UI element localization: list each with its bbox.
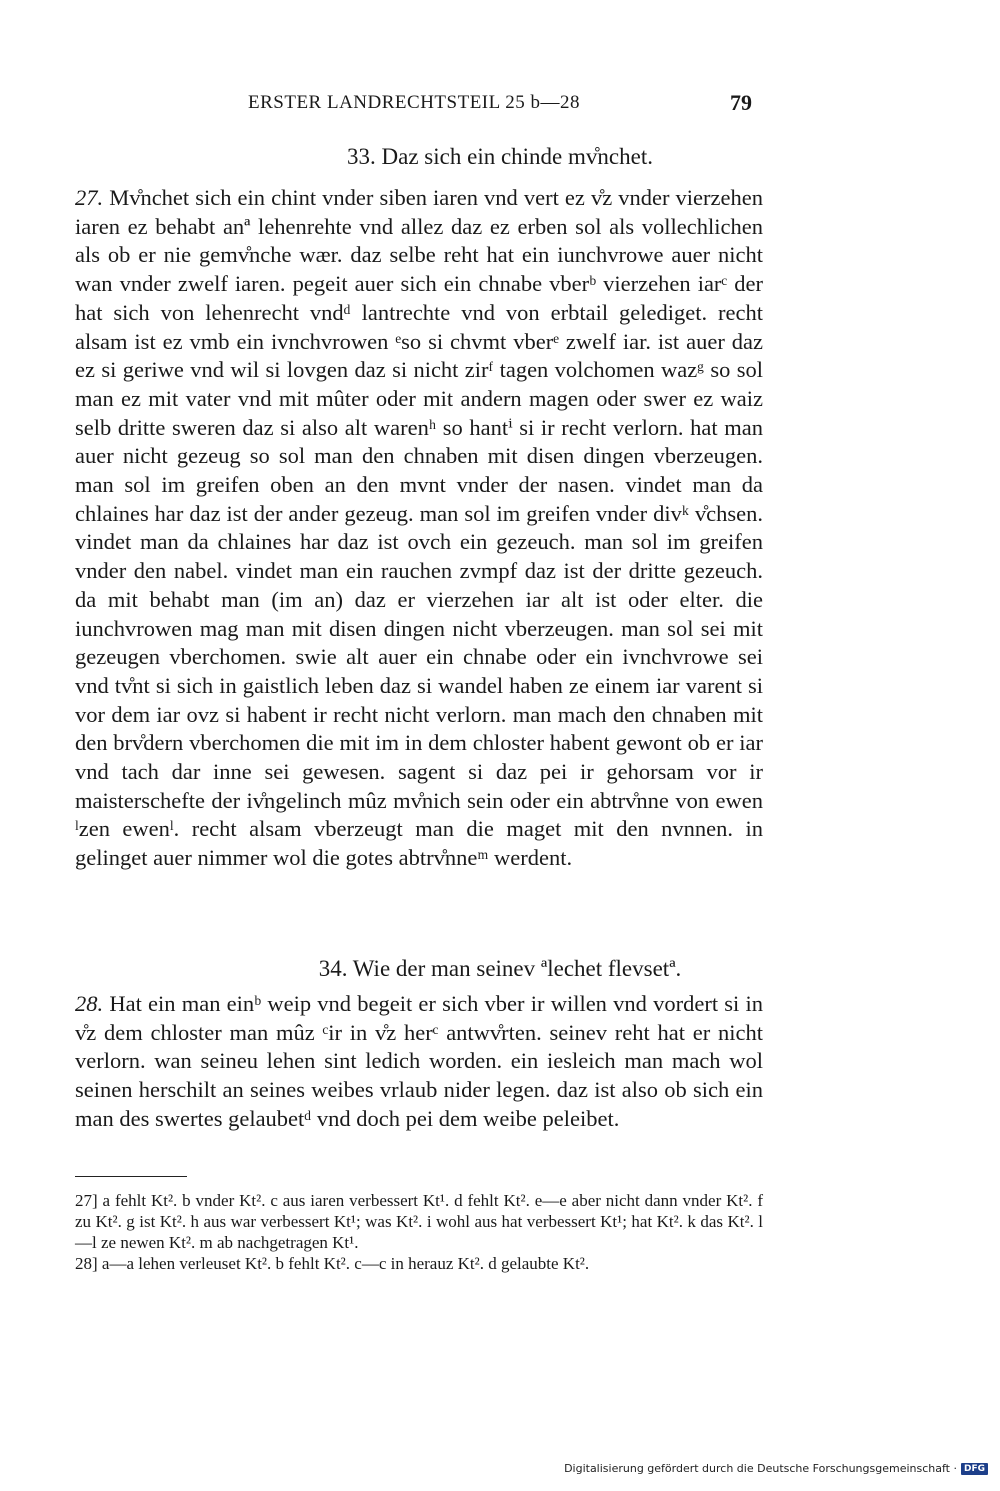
paragraph-number: 28.	[75, 991, 104, 1016]
footnote-28: 28] a—a lehen verleuset Kt². b fehlt Kt². c—c in herauz Kt². d gelaubte Kt².	[75, 1254, 590, 1273]
paragraph-body: Mv̊nchet sich ein chint vnder siben iaren vnd vert ez v̊z vnder vierzehen iaren ez behabt anª lehenrehte vnd allez daz ez erben sol als vollechlichen als ob er nie gemv̊nche wær. daz selbe reht hat ein iunchvrowe auer nicht wan vnder zwelf iaren. pegeit auer sich ein chnabe vberᵇ vierzehen iarᶜ der hat sich von lehenrecht vndᵈ lantrechte vnd von erbtail gelediget. recht alsam ist ez vmb ein ivnchvrowen ᵉso si chvmt vberᵉ zwelf iar. ist auer daz ez si geriwe vnd wil si lovgen daz si nicht zirᶠ tagen volchomen wazᵍ so sol man ez mit vater vnd mit mûter oder mit andern magen oder swer ez waiz selb dritte sweren daz si also alt warenʰ so hantⁱ si ir recht verlorn. hat man auer nicht gezeug so sol man den chnaben mit disen dingen vberzeugen. man sol im greifen oben an den mvnt vnder der nasen. vindet man da chlaines har daz ist der ander gezeug. man sol im greifen vnder divᵏ v̊chsen. vindet man da chlaines har daz ist ovch ein gezeuch. man sol im greifen vnder den nabel. vindet man ein rauchen zvmpf daz ist der dritte gezeuch. da mit behabt man (im an) daz er vierzehen iar alt ist oder elter. die iunchvrowen mag man mit disen dingen nicht vberzeugen. man sol sei mit gezeugen vberchomen. swie alt auer ein chnabe oder ein ivnchvrowe sei vnd tv̊nt si sich in gaistlich leben daz si wandel haben ze einem iar varent si vor dem iar ovz si habent ir recht nicht verlorn. man mach den chnaben mit den brv̊dern vberchomen die mit im in dem chloster habent gewont ob er iar vnd tach dar inne sei gewesen. sagent si daz pei ir gehorsam vor ir maisterschefte der iv̊ngelinch mûz mv̊nich sein oder ein abtrv̊nne von ewen ˡzen ewenˡ. recht alsam vberzeugt man die maget mit den nvnnen. in gelinget auer nimmer wol die gotes abtrv̊nneᵐ werdent.	[75, 185, 763, 871]
footnote-27: 27] a fehlt Kt². b vnder Kt². c aus iaren verbessert Kt¹. d fehlt Kt². e—e aber nicht dann vnder Kt². f zu Kt². g ist Kt². h aus war verbessert Kt¹; was Kt². i wohl aus hat verbessert Kt¹; hat Kt². k das Kt². l—l ze newen Kt². m ab nachgetragen Kt¹.	[75, 1191, 763, 1252]
section-33-title: 33. Daz sich ein chinde mv̊nchet.	[347, 144, 653, 169]
section-34-title: 34. Wie der man seinev ªlechet flevsetª.	[318, 956, 682, 981]
section-34-text	[75, 990, 763, 1134]
page-number: 79	[730, 90, 752, 115]
running-head: ERSTER LANDRECHTSTEIL 25 b—28	[248, 92, 581, 113]
digitization-credit	[564, 1462, 988, 1475]
footnote-rule	[75, 1176, 187, 1177]
credit-text: Digitalisierung gefördert durch die Deutsche Forschungsgemeinschaft ·	[564, 1462, 957, 1475]
dfg-logo-icon: DFG	[961, 1463, 988, 1475]
paragraph-body: Hat ein man einᵇ weip vnd begeit er sich vber ir willen vnd vordert si in v̊z dem chloster man mûz ᶜir in v̊z herᶜ antwv̊rten. seinev reht hat er nicht verlorn. wan seineu lehen sint ledich worden. ein iesleich man mach wol seinen herschilt an seines weibes vrlaub nider legen. daz ist also ob sich ein man des swertes gelaubetᵈ vnd doch pei dem weibe peleibet.	[75, 991, 763, 1131]
section-33-text	[75, 184, 763, 873]
paragraph-number: 27.	[75, 185, 104, 210]
footnotes	[75, 1190, 763, 1274]
page-header	[0, 92, 1000, 122]
